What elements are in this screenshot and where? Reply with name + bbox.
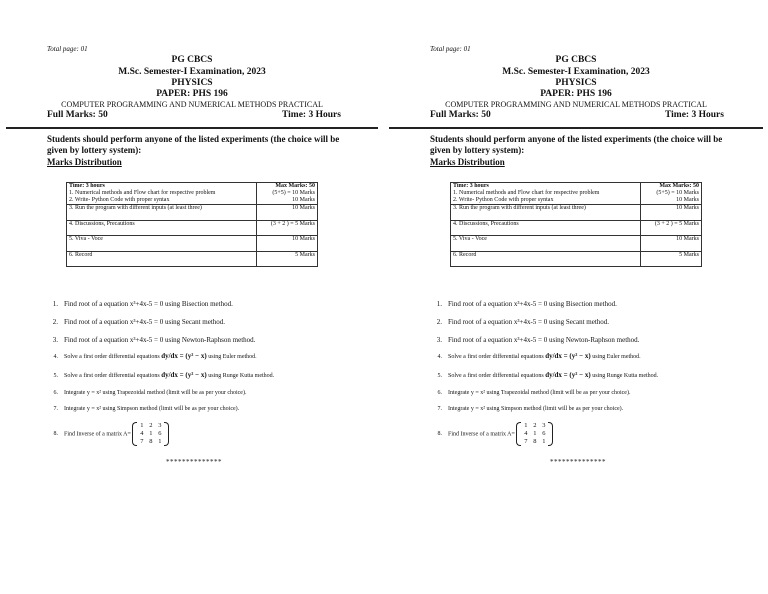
table-cell: 10 Marks — [641, 236, 702, 252]
experiment-number: 4. — [437, 354, 442, 360]
header-course: COMPUTER PROGRAMMING AND NUMERICAL METHODS PRACTICAL — [61, 100, 323, 109]
instruction-text: Students should perform anyone of the listed experiments (the choice will be given by lottery system): — [47, 134, 340, 155]
experiment-text: Solve a first order differential equations — [64, 373, 162, 379]
question-paper-right — [384, 0, 768, 594]
experiment-item — [430, 406, 623, 412]
table-cell: 10 Marks — [257, 205, 318, 221]
total-page-label: Total page: 01 — [47, 45, 88, 53]
table-row — [67, 220, 318, 236]
marks-distribution-heading: Marks Distribution — [47, 157, 122, 167]
experiment-number: 7. — [53, 406, 58, 412]
row-marks: (5+5) = 10 Marks — [656, 190, 699, 196]
table-cell — [257, 190, 318, 205]
experiment-number: 2. — [436, 318, 442, 326]
marks-table — [450, 182, 702, 267]
experiment-text: Find root of a equation x³+4x-5 = 0 using Secant method. — [448, 318, 610, 326]
table-cell — [67, 190, 257, 205]
table-row — [451, 236, 702, 252]
experiment-item — [46, 406, 239, 412]
table-cell: 4. Discussions, Precautions — [451, 220, 641, 236]
header-exam: M.Sc. Semester-I Examination, 2023 — [502, 67, 650, 77]
header-course: COMPUTER PROGRAMMING AND NUMERICAL METHODS PRACTICAL — [445, 100, 707, 109]
table-cell: 5. Viva - Voce — [67, 236, 257, 252]
experiment-item — [46, 371, 274, 379]
table-row — [67, 205, 318, 221]
matrix-cell: 3 — [542, 422, 546, 429]
experiment-item — [46, 318, 225, 326]
experiment-number: 1. — [52, 300, 58, 308]
table-header-cell: Max Marks: 50 — [257, 183, 318, 191]
experiment-text: Integrate y = x² using Simpson method (limit will be as per your choice). — [448, 406, 624, 412]
experiment-text: Find root of a equation x³+4x-5 = 0 using Bisection method. — [448, 300, 617, 308]
experiment-item — [430, 318, 609, 326]
table-row — [451, 220, 702, 236]
header-subject: PHYSICS — [555, 78, 597, 88]
experiment-text: using Euler method. — [590, 354, 641, 360]
experiment-text: Find root of a equation x³+4x-5 = 0 using Newton-Raphson method. — [64, 336, 256, 344]
header-paper: PAPER: PHS 196 — [156, 89, 228, 99]
experiment-item — [430, 336, 639, 344]
experiment-item — [46, 352, 257, 360]
table-header-row — [451, 183, 702, 191]
table-row — [451, 190, 702, 205]
table-cell: (3 + 2 ) = 5 Marks — [257, 220, 318, 236]
table-cell: (3 + 2 ) = 5 Marks — [641, 220, 702, 236]
experiment-text: Integrate y = x² using Simpson method (limit will be as per your choice). — [64, 406, 240, 412]
matrix-cell: 6 — [542, 430, 546, 437]
experiment-text: using Runge Kutta method. — [590, 373, 659, 379]
experiment-number: 8. — [437, 431, 442, 438]
marks-distribution-heading: Marks Distribution — [430, 157, 505, 167]
matrix-cell: 4 — [140, 430, 144, 437]
header-exam: M.Sc. Semester-I Examination, 2023 — [118, 67, 266, 77]
experiment-number: 5. — [437, 373, 442, 379]
table-row — [451, 205, 702, 221]
header-pg-cbcs: PG CBCS — [555, 55, 597, 65]
matrix-cell: 7 — [140, 438, 144, 445]
matrix-cell: 2 — [149, 422, 153, 429]
end-marker: ************** — [550, 458, 606, 466]
experiment-text: Find root of a equation x³+4x-5 = 0 using Secant method. — [64, 318, 226, 326]
table-header-cell: Max Marks: 50 — [641, 183, 702, 191]
matrix-cell: 7 — [524, 438, 528, 445]
experiment-number: 4. — [53, 354, 58, 360]
total-page-label: Total page: 01 — [430, 45, 471, 53]
formula: dy/dx = (y² − x) — [545, 371, 591, 379]
matrix — [516, 422, 553, 446]
time-label: Time: 3 Hours — [665, 110, 724, 120]
header-paper: PAPER: PHS 196 — [540, 89, 612, 99]
table-cell: 10 Marks — [257, 236, 318, 252]
matrix-cell: 6 — [158, 430, 162, 437]
experiment-item — [430, 422, 553, 446]
matrix-cell: 1 — [140, 422, 144, 429]
header-subject: PHYSICS — [171, 78, 213, 88]
experiment-text: Solve a first order differential equations — [448, 354, 546, 360]
row-item: 1. Numerical methods and Flow chart for respective problem — [453, 190, 600, 196]
row-item: 1. Numerical methods and Flow chart for respective problem — [69, 190, 216, 196]
experiment-text: Find root of a equation x³+4x-5 = 0 using Bisection method. — [64, 300, 233, 308]
full-marks: Full Marks: 50 — [47, 110, 108, 120]
table-header-row — [67, 183, 318, 191]
table-cell — [451, 190, 641, 205]
table-cell — [641, 190, 702, 205]
experiment-item — [430, 371, 658, 379]
experiment-number: 3. — [52, 336, 58, 344]
table-row — [67, 190, 318, 205]
experiment-text: using Runge Kutta method. — [206, 373, 275, 379]
experiment-text: Find Inverse of a matrix A= — [448, 431, 515, 438]
divider — [389, 127, 763, 129]
experiment-number: 7. — [437, 406, 442, 412]
experiment-text: Find Inverse of a matrix A= — [64, 431, 131, 438]
experiment-text: Find root of a equation x³+4x-5 = 0 using Newton-Raphson method. — [448, 336, 640, 344]
table-cell: 10 Marks — [641, 205, 702, 221]
matrix-cell: 1 — [158, 438, 162, 445]
divider — [6, 127, 378, 129]
matrix-cell: 1 — [542, 438, 546, 445]
row-item: 2. Write- Python Code with proper syntax — [453, 197, 554, 203]
row-item: 2. Write- Python Code with proper syntax — [69, 197, 170, 203]
table-header-cell: Time: 3 hours — [67, 183, 257, 191]
full-marks: Full Marks: 50 — [430, 110, 491, 120]
experiment-item — [46, 422, 169, 446]
table-cell: 3. Run the program with different inputs (at least three) — [67, 205, 257, 221]
experiment-text: Solve a first order differential equations — [448, 373, 546, 379]
matrix-cell: 8 — [533, 438, 537, 445]
experiment-item — [46, 336, 255, 344]
table-row — [451, 251, 702, 267]
experiment-text: Integrate y = x² using Trapezoidal method (limit will be as per your choice). — [448, 390, 631, 396]
matrix — [132, 422, 169, 446]
table-cell: 5 Marks — [641, 251, 702, 267]
table-cell: 6. Record — [451, 251, 641, 267]
experiment-number: 5. — [53, 373, 58, 379]
experiment-item — [430, 390, 630, 396]
row-marks: 10 Marks — [292, 197, 315, 203]
table-cell: 5 Marks — [257, 251, 318, 267]
table-cell: 4. Discussions, Precautions — [67, 220, 257, 236]
experiment-item — [430, 300, 617, 308]
time-label: Time: 3 Hours — [282, 110, 341, 120]
row-marks: 10 Marks — [676, 197, 699, 203]
experiment-number: 6. — [437, 390, 442, 396]
experiment-number: 2. — [52, 318, 58, 326]
formula: dy/dx = (y² − x) — [545, 352, 591, 360]
experiment-text: using Euler method. — [206, 354, 257, 360]
table-cell: 6. Record — [67, 251, 257, 267]
table-row — [67, 236, 318, 252]
instruction-text: Students should perform anyone of the listed experiments (the choice will be given by lottery system): — [430, 134, 723, 155]
table-header-cell: Time: 3 hours — [451, 183, 641, 191]
experiment-text: Integrate y = x² using Trapezoidal method (limit will be as per your choice). — [64, 390, 247, 396]
matrix-cell: 2 — [533, 422, 537, 429]
formula: dy/dx = (y² − x) — [161, 371, 207, 379]
matrix-cell: 1 — [149, 430, 153, 437]
experiment-number: 6. — [53, 390, 58, 396]
header-pg-cbcs: PG CBCS — [171, 55, 213, 65]
end-marker: ************** — [166, 458, 222, 466]
table-row — [67, 251, 318, 267]
marks-table — [66, 182, 318, 267]
experiment-item — [430, 352, 641, 360]
table-cell: 5. Viva - Voce — [451, 236, 641, 252]
matrix-cell: 8 — [149, 438, 153, 445]
experiment-item — [46, 390, 246, 396]
matrix-cell: 1 — [533, 430, 537, 437]
matrix-cell: 4 — [524, 430, 528, 437]
experiment-number: 3. — [436, 336, 442, 344]
experiment-number: 1. — [436, 300, 442, 308]
formula: dy/dx = (y² − x) — [161, 352, 207, 360]
matrix-cell: 1 — [524, 422, 528, 429]
row-marks: (5+5) = 10 Marks — [272, 190, 315, 196]
experiment-text: Solve a first order differential equations — [64, 354, 162, 360]
experiment-item — [46, 300, 233, 308]
table-cell: 3. Run the program with different inputs (at least three) — [451, 205, 641, 221]
experiment-number: 8. — [53, 431, 58, 438]
matrix-cell: 3 — [158, 422, 162, 429]
